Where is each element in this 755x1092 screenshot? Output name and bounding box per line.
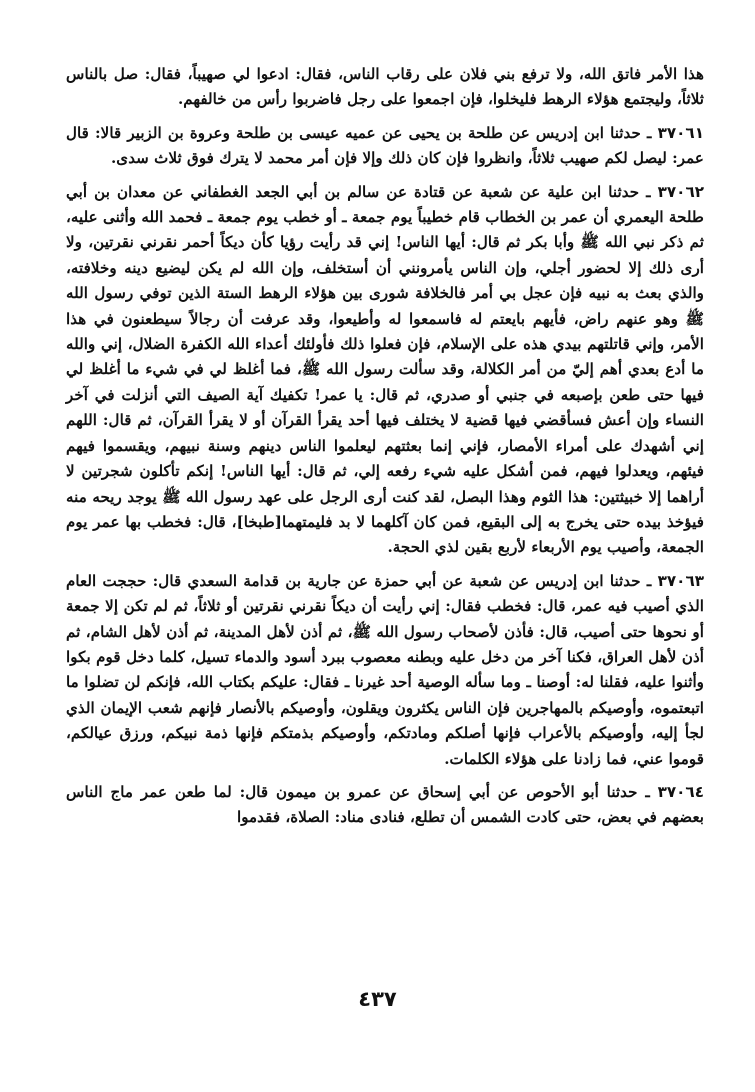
page-number: ٤٣٧ <box>358 987 397 1011</box>
hadith-number: ٣٧٠٦٢ <box>657 182 704 201</box>
hadith-37063 <box>66 569 704 772</box>
paragraph-text: هذا الأمر فاتق الله، ولا ترفع بني فلان على رقاب الناس، فقال: ادعوا لي صهيباً، فقال: صل بالناس ثلاثاً، وليجتمع هؤلاء الرهط فليخلوا، فإن اجمعوا على رجل فاضربوا رأس من خالفهم. <box>66 65 704 109</box>
hadith-number: ٣٧٠٦١ <box>657 123 704 142</box>
hadith-number: ٣٧٠٦٤ <box>657 782 704 801</box>
hadith-text: ـ حدثنا أبو الأحوص عن أبي إسحاق عن عمرو بن ميمون قال: لما طعن عمر ماج الناس بعضهم في بعض، حتى كادت الشمس أن تطلع، فنادى مناد: الصلاة، فقدموا <box>66 782 704 827</box>
hadith-text: ـ حدثنا ابن علية عن شعبة عن قتادة عن سالم بن أبي الجعد الغطفاني عن معدان بن أبي طلحة اليعمري أن عمر بن الخطاب قام خطيباً يوم جمعة ـ أو خطب يوم جمعة ـ فحمد الله وأثنى عليه، ثم ذكر نبي الله ﷺ وأبا بكر ثم قال: أيها الناس! إني قد رأيت رؤيا كأن ديكاً أحمر نقرني نقرتين، ولا أرى ذلك إلا لحضور أجلي، وإن الناس يأمرونني أن أستخلف، وإن الله لم يكن ليضيع دينه وخلافته، والذي بعث به نبيه فإن عجل بي أمر فالخلافة شورى بين هؤلاء الرهط الستة الذين توفي رسول الله ﷺ وهو عنهم راض، فأيهم بايعتم له فاسمعوا له وأطيعوا، وقد عرفت أن رجالاً سيطعنون في هذا الأمر، وإني قاتلتهم بيدي هذه على الإسلام، فإن فعلوا ذلك فأولئك أعداء الله الكفرة الضلال، إني والله ما أدع بعدي أهم إليّ من أمر الكلالة، وقد سألت رسول الله ﷺ، فما أغلظ لي في شيء ما أغلظ لي فيها حتى طعن بإصبعه في جنبي أو صدري، ثم قال: يا عمر! تكفيك آية الصيف التي أنزلت في آخر النساء وإن أعش فسأقضي فيها قضية لا يختلف فيها أحد يقرأ القرآن أو لا يقرأ القرآن، ثم قال: اللهم إني أشهدك على أمراء الأمصار، فإني إنما بعثتهم ليعلموا الناس دينهم وسنة نبيهم، ويقسموا فيهم فيئهم، ويعدلوا فيهم، فمن أشكل عليه شيء رفعه إلي، ثم قال: أيها الناس! إنكم تأكلون شجرتين لا أراهما إلا خبيثتين: هذا الثوم وهذا البصل، لقد كنت أرى الرجل على عهد رسول الله ﷺ يوجد ريحه منه فيؤخذ بيده حتى يخرج به إلى البقيع، فمن كان آكلهما لا بد فليمتهما[طبخا]، قال: فخطب بها عمر يوم الجمعة، وأصيب يوم الأربعاء لأربع بقين لذي الحجة. <box>66 182 704 557</box>
hadith-37062 <box>66 180 704 561</box>
hadith-37061 <box>66 121 704 172</box>
hadith-number: ٣٧٠٦٣ <box>657 571 704 590</box>
page-body <box>66 62 704 831</box>
hadith-37064 <box>66 780 704 831</box>
paragraph-continuation <box>66 62 704 113</box>
hadith-text: ـ حدثنا ابن إدريس عن شعبة عن أبي حمزة عن جارية بن قدامة السعدي قال: حججت العام الذي أصيب فيه عمر، قال: فخطب فقال: إني رأيت أن ديكاً نقرني نقرتين أو ثلاثاً، ثم لم تكن إلا جمعة أو نحوها حتى أصيب، قال: فأذن لأصحاب رسول الله ﷺ، ثم أذن لأهل المدينة، ثم أذن لأهل الشام، ثم أذن لأهل العراق، فكنا آخر من دخل عليه وبطنه معصوب ببرد أسود والدماء تسيل، كلما دخل قوم بكوا وأثنوا عليه، فقلنا له: أوصنا ـ وما سأله الوصية أحد غيرنا ـ فقال: عليكم بكتاب الله، فإنكم لن تضلوا ما اتبعتموه، وأوصيكم بالمهاجرين فإن الناس يكثرون ويقلون، وأوصيكم بالأنصار فإنهم شعب الإيمان الذي لجأ إليه، وأوصيكم بالأعراب فإنها أصلكم ومادتكم، وأوصيكم بذمتكم فإنها ذمة نبيكم، ورزق عيالكم، قوموا عني، فما زادنا على هؤلاء الكلمات. <box>66 571 704 768</box>
hadith-text: ـ حدثنا ابن إدريس عن طلحة بن يحيى عن عميه عيسى بن طلحة وعروة بن الزبير قالا: قال عمر: ليصل لكم صهيب ثلاثاً، وانظروا فإن كان ذلك وإلا فإن أمر محمد لا يترك فوق ثلاث سدى. <box>66 123 704 168</box>
